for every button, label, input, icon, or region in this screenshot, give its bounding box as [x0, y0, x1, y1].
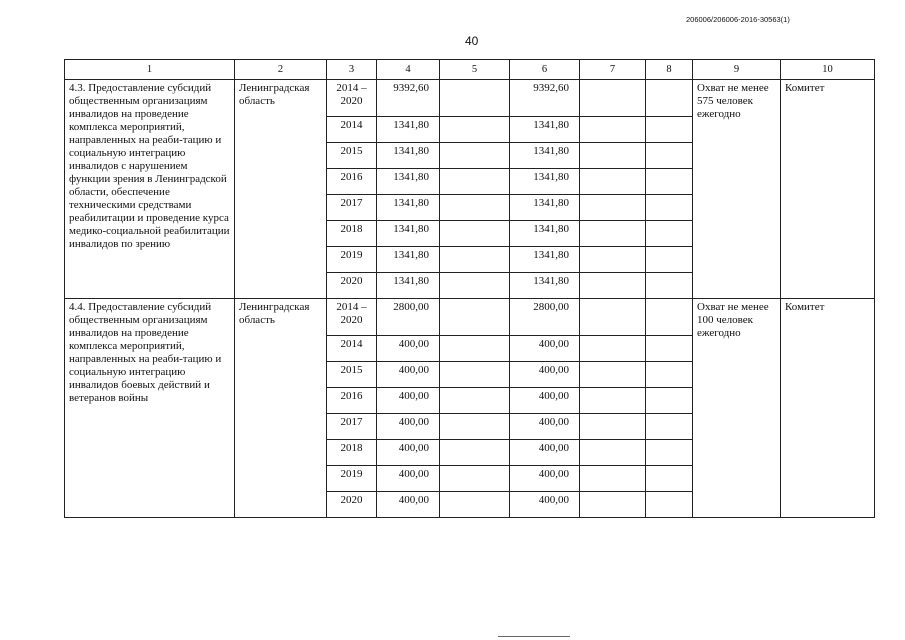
col4-value: 400,00: [377, 336, 440, 362]
header-cell: 7: [580, 60, 646, 80]
col5-value: [440, 117, 510, 143]
col4-value: 400,00: [377, 362, 440, 388]
table-row: [65, 80, 875, 117]
col8-value: [646, 388, 693, 414]
col7-value: [580, 221, 646, 247]
col4-value: 1341,80: [377, 247, 440, 273]
col7-value: [580, 143, 646, 169]
col7-value: [580, 299, 646, 336]
col8-value: [646, 117, 693, 143]
executor-cell: Комитет: [781, 80, 875, 299]
year-cell: 2015: [327, 362, 377, 388]
col6-value: 400,00: [510, 336, 580, 362]
header-cell: 3: [327, 60, 377, 80]
col8-value: [646, 440, 693, 466]
col8-value: [646, 299, 693, 336]
year-cell: 2020: [327, 492, 377, 518]
col8-value: [646, 336, 693, 362]
col6-value: 1341,80: [510, 143, 580, 169]
measure-description: 4.4. Предоставление субсидий общественным организациям инвалидов на проведение комплекса мероприятий, направленных на реаби-тацию и социальную интеграцию инвалидов боевых действий и ветеранов войны: [65, 299, 235, 518]
col5-value: [440, 492, 510, 518]
header-cell: 5: [440, 60, 510, 80]
year-cell: 2019: [327, 466, 377, 492]
header-cell: 2: [235, 60, 327, 80]
header-cell: 10: [781, 60, 875, 80]
col5-value: [440, 273, 510, 299]
col5-value: [440, 80, 510, 117]
col8-value: [646, 492, 693, 518]
year-cell: 2016: [327, 169, 377, 195]
col6-value: 400,00: [510, 492, 580, 518]
header-cell: 8: [646, 60, 693, 80]
col5-value: [440, 169, 510, 195]
col7-value: [580, 195, 646, 221]
col7-value: [580, 273, 646, 299]
col5-value: [440, 336, 510, 362]
header-row: [65, 60, 875, 80]
region-cell: Ленинградская область: [235, 80, 327, 299]
col4-value: 1341,80: [377, 195, 440, 221]
col8-value: [646, 273, 693, 299]
section-4-4: [65, 299, 875, 518]
col5-value: [440, 247, 510, 273]
col6-value: 1341,80: [510, 221, 580, 247]
year-cell: 2014 – 2020: [327, 299, 377, 336]
col7-value: [580, 492, 646, 518]
col5-value: [440, 414, 510, 440]
col4-value: 400,00: [377, 466, 440, 492]
col5-value: [440, 362, 510, 388]
col7-value: [580, 414, 646, 440]
header-cell: 6: [510, 60, 580, 80]
col8-value: [646, 466, 693, 492]
year-cell: 2015: [327, 143, 377, 169]
col4-value: 400,00: [377, 414, 440, 440]
document-id: 206006/206006-2016-30563(1): [686, 15, 790, 24]
header-cell: 9: [693, 60, 781, 80]
col7-value: [580, 169, 646, 195]
region-cell: Ленинградская область: [235, 299, 327, 518]
col6-value: 400,00: [510, 362, 580, 388]
col5-value: [440, 195, 510, 221]
col6-value: 400,00: [510, 440, 580, 466]
col7-value: [580, 80, 646, 117]
col7-value: [580, 336, 646, 362]
col8-value: [646, 195, 693, 221]
program-table: [64, 59, 875, 518]
year-cell: 2020: [327, 273, 377, 299]
table-row: [65, 299, 875, 336]
col6-value: 400,00: [510, 466, 580, 492]
col4-value: 2800,00: [377, 299, 440, 336]
result-cell: Охват не менее 100 человек ежегодно: [693, 299, 781, 518]
col6-value: 1341,80: [510, 169, 580, 195]
col4-value: 1341,80: [377, 169, 440, 195]
col7-value: [580, 117, 646, 143]
col8-value: [646, 221, 693, 247]
section-4-3: [65, 80, 875, 299]
col5-value: [440, 388, 510, 414]
page-edge-line: [498, 636, 570, 637]
col5-value: [440, 466, 510, 492]
col7-value: [580, 247, 646, 273]
col8-value: [646, 362, 693, 388]
result-cell: Охват не менее 575 человек ежегодно: [693, 80, 781, 299]
col6-value: 1341,80: [510, 247, 580, 273]
col6-value: 2800,00: [510, 299, 580, 336]
col4-value: 400,00: [377, 440, 440, 466]
year-cell: 2014: [327, 117, 377, 143]
executor-cell: Комитет: [781, 299, 875, 518]
measure-description: 4.3. Предоставление субсидий общественным организациям инвалидов на проведение комплекса мероприятий, направленных на реаби-тацию и социальную интеграцию инвалидов с нарушением функции зрения в Ленинградской области, обеспечение техническими средствами реабилитации и проведение курса медико-социальной реабилитации инвалидов по зрению: [65, 80, 235, 299]
col5-value: [440, 143, 510, 169]
col4-value: 1341,80: [377, 273, 440, 299]
col4-value: 1341,80: [377, 221, 440, 247]
col4-value: 9392,60: [377, 80, 440, 117]
col4-value: 1341,80: [377, 117, 440, 143]
col5-value: [440, 299, 510, 336]
col6-value: 1341,80: [510, 195, 580, 221]
col4-value: 400,00: [377, 492, 440, 518]
year-cell: 2017: [327, 414, 377, 440]
col4-value: 1341,80: [377, 143, 440, 169]
header-cell: 1: [65, 60, 235, 80]
col7-value: [580, 362, 646, 388]
col8-value: [646, 247, 693, 273]
col7-value: [580, 388, 646, 414]
year-cell: 2016: [327, 388, 377, 414]
col6-value: 400,00: [510, 388, 580, 414]
year-cell: 2014 – 2020: [327, 80, 377, 117]
col6-value: 400,00: [510, 414, 580, 440]
col6-value: 1341,80: [510, 117, 580, 143]
year-cell: 2018: [327, 221, 377, 247]
col8-value: [646, 143, 693, 169]
header-cell: 4: [377, 60, 440, 80]
col8-value: [646, 414, 693, 440]
year-cell: 2019: [327, 247, 377, 273]
year-cell: 2018: [327, 440, 377, 466]
col6-value: 9392,60: [510, 80, 580, 117]
col4-value: 400,00: [377, 388, 440, 414]
col8-value: [646, 80, 693, 117]
col5-value: [440, 221, 510, 247]
year-cell: 2014: [327, 336, 377, 362]
col8-value: [646, 169, 693, 195]
year-cell: 2017: [327, 195, 377, 221]
col5-value: [440, 440, 510, 466]
page-number: 40: [465, 34, 479, 48]
col7-value: [580, 440, 646, 466]
col7-value: [580, 466, 646, 492]
col6-value: 1341,80: [510, 273, 580, 299]
